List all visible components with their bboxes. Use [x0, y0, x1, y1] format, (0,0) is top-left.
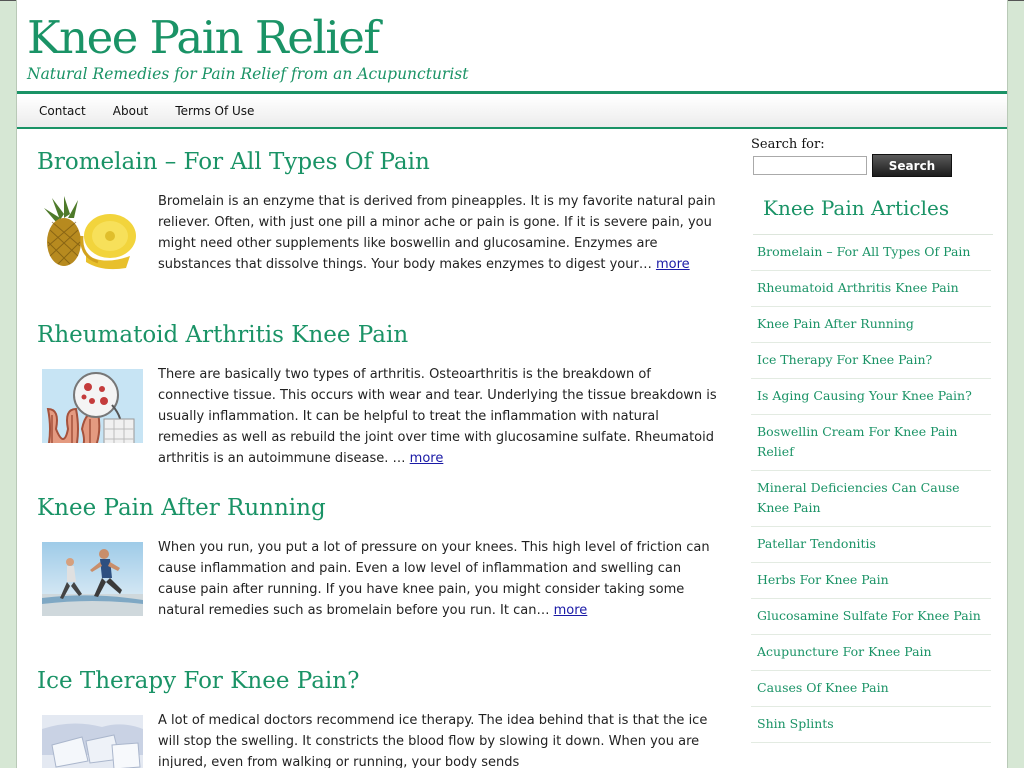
more-link[interactable]: more [553, 603, 588, 618]
site-title[interactable]: Knee Pain Relief [27, 11, 379, 64]
nav-about[interactable]: About [112, 104, 149, 118]
article-link[interactable]: Knee Pain After Running [751, 307, 991, 343]
article-link[interactable]: Ice Therapy For Knee Pain? [751, 343, 991, 379]
post [37, 493, 717, 666]
more-link[interactable]: more [409, 451, 444, 466]
article-link[interactable]: Causes Of Knee Pain [751, 671, 991, 707]
site-description: Natural Remedies for Pain Relief from an Acupuncturist [27, 65, 469, 83]
article-link[interactable]: Herbs For Knee Pain [751, 563, 991, 599]
search-input[interactable] [753, 156, 867, 175]
article-link[interactable]: Boswellin Cream For Knee Pain Relief [751, 415, 991, 471]
post-excerpt [158, 537, 723, 621]
post-title[interactable]: Bromelain – For All Types Of Pain [37, 149, 430, 175]
ice-image[interactable] [42, 715, 143, 768]
runners-image[interactable] [42, 542, 143, 616]
main-content [37, 147, 717, 768]
site-header [27, 12, 468, 83]
nav-terms-of-use[interactable]: Terms Of Use [175, 104, 255, 118]
article-link[interactable]: Mineral Deficiencies Can Cause Knee Pain [751, 471, 991, 527]
post-excerpt [158, 710, 723, 768]
pineapple-image[interactable] [42, 196, 143, 270]
nav-contact[interactable]: Contact [39, 104, 86, 118]
article-link[interactable]: Glucosamine Sulfate For Knee Pain [751, 599, 991, 635]
post-excerpt [158, 364, 723, 469]
article-link[interactable]: Shin Splints [751, 707, 991, 743]
search-form [751, 154, 1001, 178]
excerpt-text: Bromelain is an enzyme that is derived from pineapples. It is my favorite natural pain reliever. Often, with just one pill a minor ache or pain is gone. If it is severe pain, you might need other supplements like boswellin and glucosamine. Enzymes are substances that dissolve things. Your body makes enzymes to digest your… [158, 194, 716, 272]
post [37, 320, 717, 493]
post-title[interactable]: Knee Pain After Running [37, 495, 326, 521]
excerpt-text: When you run, you put a lot of pressure on your knees. This high level of friction can cause inflammation and pain. Even a low level of inflammation and swelling can cause pain after running. If you have knee pain, you might consider taking some natural remedies such as bromelain before you run. It can… [158, 540, 710, 618]
article-link[interactable]: Rheumatoid Arthritis Knee Pain [751, 271, 991, 307]
excerpt-text: A lot of medical doctors recommend ice therapy. The idea behind that is that the ice will stop the swelling. It constricts the blood flow by slowing it down. When you are injured, even from walking or running, your body sends [158, 713, 708, 768]
article-link[interactable]: Acupuncture For Knee Pain [751, 635, 991, 671]
excerpt-text: There are basically two types of arthritis. Osteoarthritis is the breakdown of connective tissue. This occurs with wear and tear. Underlying the tissue breakdown is usually inflammation. It can be helpful to treat the inflammation with natural remedies as well as rebuild the joint over time with glucosamine sulfate. Rheumatoid arthritis is an autoimmune disease. … [158, 367, 717, 466]
post-excerpt [158, 191, 723, 275]
search-label: Search for: [751, 137, 825, 152]
post-title[interactable]: Ice Therapy For Knee Pain? [37, 668, 360, 694]
article-link[interactable]: Is Aging Causing Your Knee Pain? [751, 379, 991, 415]
widget-title: Knee Pain Articles [763, 196, 950, 220]
article-link[interactable]: Patellar Tendonitis [751, 527, 991, 563]
header-divider [17, 91, 1007, 94]
post-title[interactable]: Rheumatoid Arthritis Knee Pain [37, 322, 409, 348]
post [37, 147, 717, 320]
article-list [751, 235, 991, 743]
page-container [16, 0, 1008, 768]
post [37, 666, 717, 768]
main-nav [17, 96, 1007, 129]
search-button[interactable]: Search [872, 154, 952, 177]
sidebar [751, 137, 1001, 743]
joint-illustration-image[interactable] [42, 369, 143, 443]
article-link[interactable]: Bromelain – For All Types Of Pain [751, 235, 991, 271]
more-link[interactable]: more [655, 257, 690, 272]
